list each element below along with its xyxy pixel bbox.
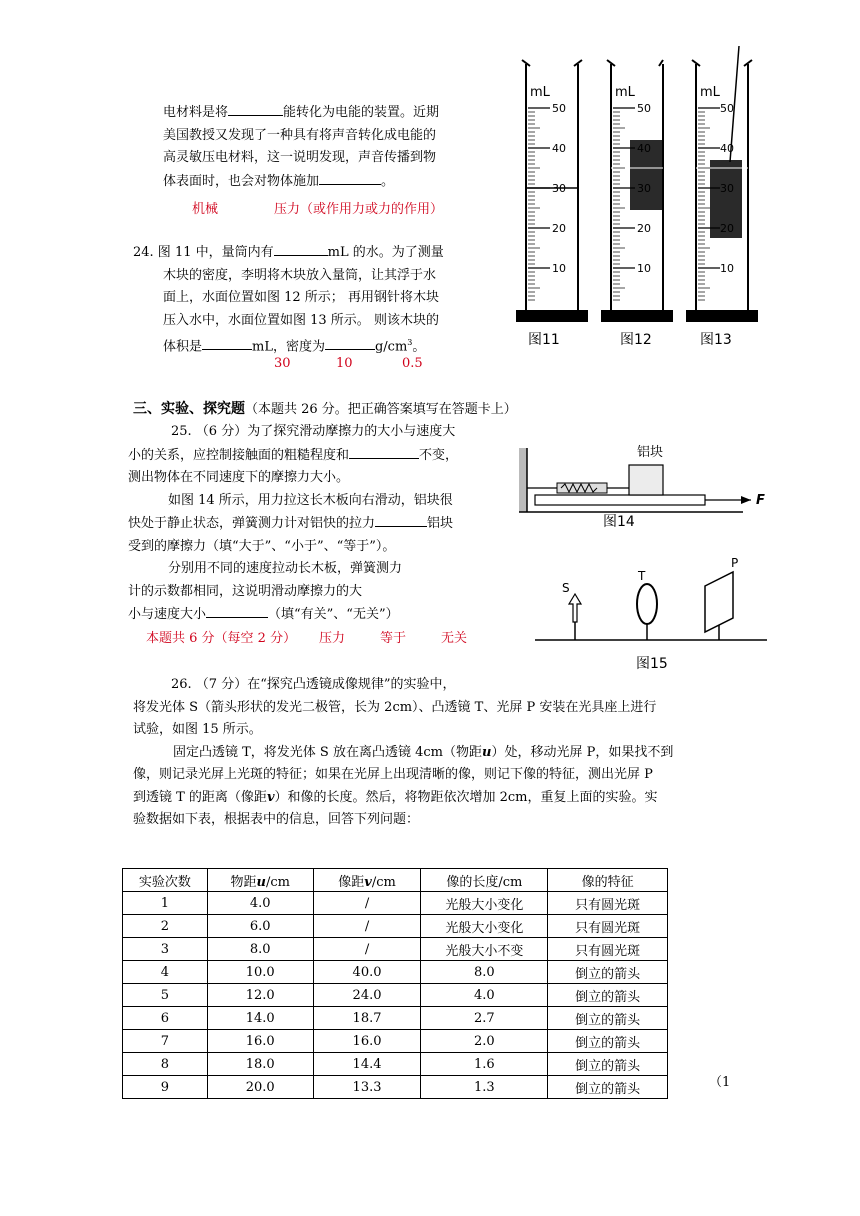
q23-answer-1: 机械 — [192, 202, 219, 217]
long-board — [535, 495, 705, 505]
cylinder-fig11 — [516, 60, 588, 322]
table-cell: 4.0 — [207, 892, 313, 915]
table-cell: / — [313, 938, 421, 961]
table-cell: 光般大小变化 — [421, 892, 548, 915]
table-row — [123, 1076, 668, 1099]
fig13-caption: 图13 — [700, 332, 732, 348]
table-cell: 2 — [123, 915, 208, 938]
table-cell: 6 — [123, 1007, 208, 1030]
table-cell: 8 — [123, 1053, 208, 1076]
svg-text:mL: mL — [530, 85, 550, 100]
svg-text:S: S — [562, 581, 570, 595]
graduation-label: 50 — [720, 102, 734, 115]
table-cell: 14.0 — [207, 1007, 313, 1030]
header-object-distance: 物距u/cm — [207, 869, 313, 892]
q25-answer-3: 无关 — [441, 631, 468, 646]
header-trial: 实验次数 — [123, 869, 208, 892]
table-cell: 20.0 — [207, 1076, 313, 1099]
graduation-label: 30 — [637, 182, 651, 195]
graduation-label: 10 — [552, 262, 566, 275]
table-cell: 2.0 — [421, 1030, 548, 1053]
table-row — [123, 984, 668, 1007]
table-cell: 光般大小变化 — [421, 915, 548, 938]
table-cell: 24.0 — [313, 984, 421, 1007]
experiment-data-table — [122, 868, 668, 1099]
q25-answer-1: 压力 — [319, 631, 346, 646]
q25-answer-2: 等于 — [380, 631, 407, 646]
header-image-length: 像的长度/cm — [421, 869, 548, 892]
table-cell: 18.0 — [207, 1053, 313, 1076]
graduation-label: 20 — [552, 222, 566, 235]
q23-text: 电材料是将 能转化为电能的装置。近期 美国教授又发现了一种具有将声音转化成电能的 高灵敏压电材料，这一说明发现，声音传播到物 体表面时，也会对物体施加 。 — [163, 101, 508, 193]
svg-text:铝块: 铝块 — [637, 445, 664, 460]
graduation-label: 30 — [720, 182, 734, 195]
table-cell: 40.0 — [313, 961, 421, 984]
table-cell: 4 — [123, 961, 208, 984]
graduation-label: 20 — [637, 222, 651, 235]
fig12-caption: 图12 — [620, 332, 652, 348]
svg-text:P: P — [731, 556, 739, 570]
table-cell: 8.0 — [207, 938, 313, 961]
table-row — [123, 1053, 668, 1076]
table-cell: / — [313, 915, 421, 938]
table-row — [123, 938, 668, 961]
table-cell: 只有圆光斑 — [548, 915, 668, 938]
table-row — [123, 915, 668, 938]
table-cell: 倒立的箭头 — [548, 1076, 668, 1099]
table-cell: 6.0 — [207, 915, 313, 938]
fig15-caption: 图15 — [636, 656, 668, 672]
cylinder-fig13 — [686, 46, 758, 322]
fig15-optical-bench — [535, 548, 770, 674]
table-cell: 倒立的箭头 — [548, 984, 668, 1007]
table-cell: 3 — [123, 938, 208, 961]
q26-text: 26. （7 分）在“探究凸透镜成像规律”的实验中， 将发光体 S（箭头形状的发光二极管，长为 2cm）、凸透镜 T、光屏 P 安装在光具座上进行 试验，如图 15 所示。 固定凸透镜 T，将发光体 S 放在离凸透镜 4cm（物距u）处，移动光屏 P，如果找不到 像，则记录光屏上光斑的特征；如果在光屏上出现清晰的像，则记下像的特征，测出光屏 P 到透镜 T 的距离（像距v）和像的长度。然后，将物距依次增加 2cm，重复上面的实验。实 验数据如下表，根据表中的信息，回答下列问题： — [133, 677, 674, 827]
table-cell: 只有圆光斑 — [548, 892, 668, 915]
table-header-row — [123, 869, 668, 892]
svg-text:T: T — [638, 569, 646, 583]
q23-answer-2: 压力（或作用力或力的作用） — [274, 202, 444, 217]
graduation-label: 20 — [720, 222, 734, 235]
cylinder-fig12 — [601, 60, 673, 322]
table-cell: 只有圆光斑 — [548, 938, 668, 961]
q24-answer-1: 30 — [274, 356, 291, 371]
svg-text:mL: mL — [700, 85, 720, 100]
table-cell: 倒立的箭头 — [548, 961, 668, 984]
table-cell: 10.0 — [207, 961, 313, 984]
graduation-label: 40 — [637, 142, 651, 155]
q25-text: 25. （6 分）为了探究滑动摩擦力的大小与速度大 小的关系，应控制接触面的粗糙程度和 不变， 测出物体在不同速度下的摩擦力大小。 如图 14 所示，用力拉这长木板向右滑动，铝块很 快处于静止状态，弹簧测力计对铝快的拉力 铝块 受到的摩擦力（填“大于”、“小于”、“等于”）。 分别用不同的速度拉动长木板，弹簧测力 计的示数都相同，这说明滑动摩擦力的大 小与速度大小 （填“有关”、“无关”） — [128, 424, 459, 622]
table-cell: 5 — [123, 984, 208, 1007]
cut-off-note: （1 — [709, 1075, 731, 1090]
table-row — [123, 1030, 668, 1053]
fig14-caption: 图14 — [603, 514, 635, 530]
table-cell: 7 — [123, 1030, 208, 1053]
table-cell: 倒立的箭头 — [548, 1053, 668, 1076]
measuring-cylinders-figure — [508, 40, 768, 355]
convex-lens-t — [637, 569, 657, 640]
table-cell: 16.0 — [207, 1030, 313, 1053]
table-row — [123, 1007, 668, 1030]
table-cell: 14.4 — [313, 1053, 421, 1076]
fig14-friction-setup — [513, 438, 773, 534]
table-cell: / — [313, 892, 421, 915]
table-cell: 1 — [123, 892, 208, 915]
table-cell: 12.0 — [207, 984, 313, 1007]
graduation-label: 10 — [637, 262, 651, 275]
light-screen-p — [705, 556, 738, 640]
header-image-feature: 像的特征 — [548, 869, 668, 892]
graduation-label: 50 — [637, 102, 651, 115]
svg-text:mL: mL — [615, 85, 635, 100]
q24-answer-2: 10 — [336, 356, 353, 371]
table-cell: 18.7 — [313, 1007, 421, 1030]
graduation-label: 50 — [552, 102, 566, 115]
table-row — [123, 961, 668, 984]
graduation-label: 10 — [720, 262, 734, 275]
svg-text:F: F — [756, 493, 765, 508]
graduation-label: 40 — [720, 142, 734, 155]
table-row — [123, 892, 668, 915]
table-cell: 光般大小不变 — [421, 938, 548, 961]
table-cell: 13.3 — [313, 1076, 421, 1099]
table-cell: 倒立的箭头 — [548, 1030, 668, 1053]
fig11-caption: 图11 — [528, 332, 560, 348]
table-cell: 16.0 — [313, 1030, 421, 1053]
graduation-label: 40 — [552, 142, 566, 155]
table-cell: 1.6 — [421, 1053, 548, 1076]
aluminium-block — [629, 465, 663, 495]
q24-answer-3: 0.5 — [402, 356, 423, 371]
table-cell: 1.3 — [421, 1076, 548, 1099]
table-cell: 9 — [123, 1076, 208, 1099]
light-source-s — [562, 581, 581, 640]
table-cell: 4.0 — [421, 984, 548, 1007]
header-image-distance: 像距v/cm — [313, 869, 421, 892]
table-cell: 2.7 — [421, 1007, 548, 1030]
q24-text: 24. 图 11 中，量筒内有 mL 的水。为了测量 木块的密度，李明将木块放入量筒，让其浮于水 面上，水面位置如图 12 所示； 再用钢针将木块 压入水中，水面位置如图 13 所示。 则该木块的 体积是 mL，密度为 $g/cm^3$。 — [133, 241, 508, 359]
table-cell: 8.0 — [421, 961, 548, 984]
table-cell: 倒立的箭头 — [548, 1007, 668, 1030]
q25-answer-note: 本题共 6 分（每空 2 分） — [146, 631, 297, 646]
section-heading: 三、实验、探究题（本题共 26 分。把正确答案填写在答题卡上） — [133, 401, 517, 417]
graduation-label: 30 — [552, 182, 566, 195]
